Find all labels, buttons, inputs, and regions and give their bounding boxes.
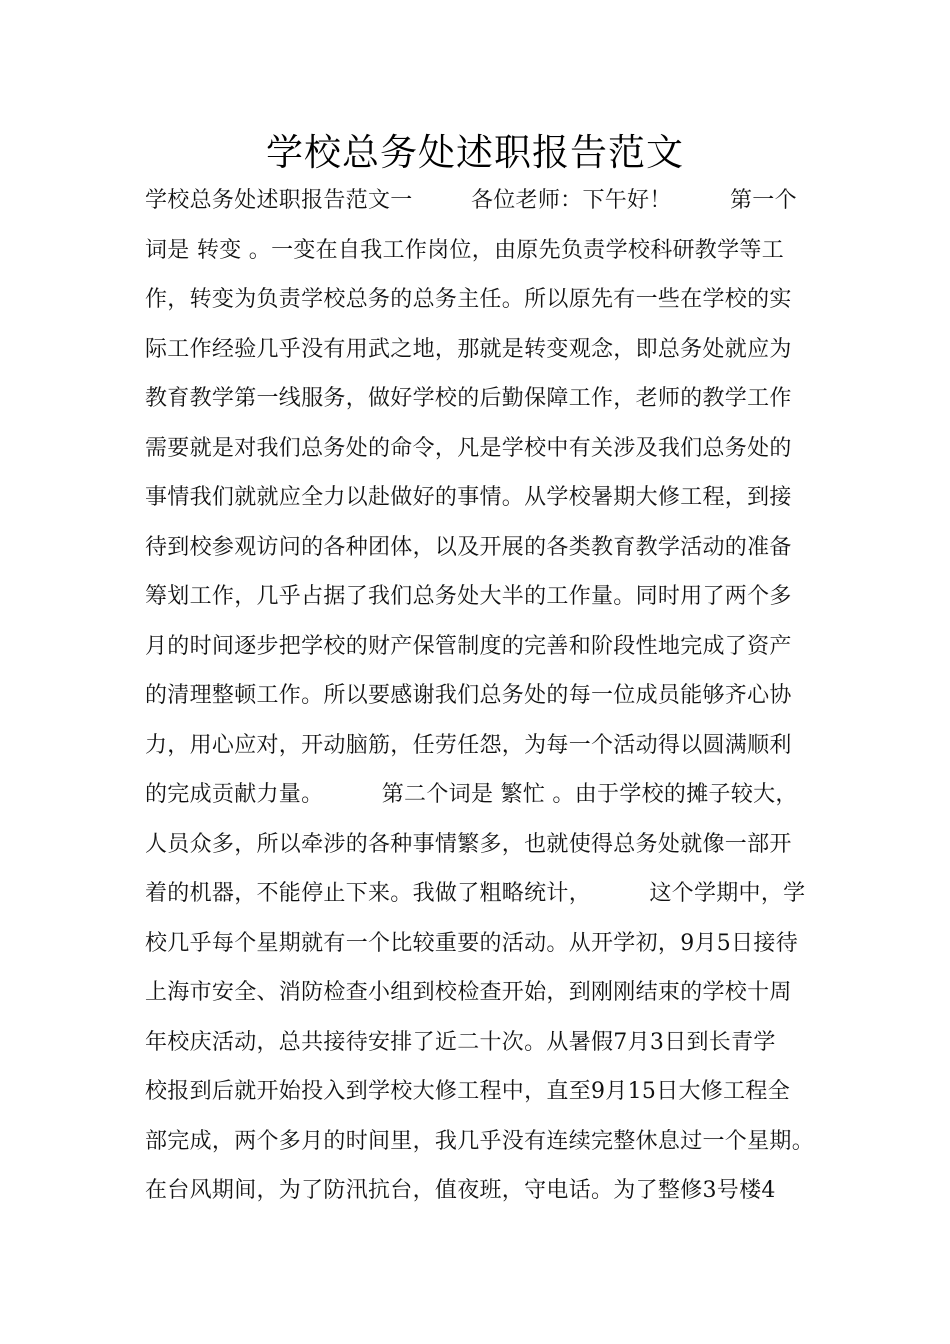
- body-line: 上海市安全、消防检查小组到校检查开始，到刚刚结束的学校十周: [145, 980, 792, 1005]
- body-line: 年校庆活动，总共接待安排了近二十次。从暑假7月3日到长青学: [145, 1029, 776, 1055]
- body-line: 需要就是对我们总务处的命令，凡是学校中有关涉及我们总务处的: [145, 435, 792, 461]
- document-title: 学校总务处述职报告范文: [266, 131, 684, 174]
- body-line: 在台风期间，为了防汛抗台，值夜班，守电话。为了整修3号楼4: [145, 1178, 776, 1203]
- body-line: 着的机器，不能停止下来。我做了粗略统计， 这个学期中，学: [145, 881, 806, 906]
- body-line: 教育教学第一线服务，做好学校的后勤保障工作，老师的教学工作: [145, 386, 792, 411]
- body-line: 月的时间逐步把学校的财产保管制度的完善和阶段性地完成了资产: [145, 633, 792, 659]
- body-line: 作，转变为负责学校总务的总务主任。所以原先有一些在学校的实: [145, 287, 792, 312]
- body-line: 人员众多，所以牵涉的各种事情繁多，也就使得总务处就像一部开: [145, 831, 792, 857]
- document-body: [145, 176, 825, 1216]
- body-line: 学校总务处述职报告范文一 各位老师：下午好！ 第一个: [145, 188, 797, 213]
- body-line: 部完成，两个多月的时间里，我几乎没有连续完整休息过一个星期。: [145, 1128, 815, 1154]
- body-line: 的完成贡献力量。 第二个词是 繁忙 。由于学校的摊子较大，: [145, 782, 798, 807]
- body-line: 际工作经验几乎没有用武之地，那就是转变观念，即总务处就应为: [145, 336, 792, 362]
- body-line: 校报到后就开始投入到学校大修工程中，直至9月15日大修工程全: [145, 1079, 790, 1104]
- body-line: 筹划工作，几乎占据了我们总务处大半的工作量。同时用了两个多: [145, 584, 792, 609]
- body-line: 词是 转变 。一变在自我工作岗位，由原先负责学校科研教学等工: [145, 237, 784, 263]
- body-line: 事情我们就就应全力以赴做好的事情。从学校暑期大修工程，到接: [145, 485, 792, 510]
- body-line: 力，用心应对，开动脑筋，任劳任怨，为每一个活动得以圆满顺利: [145, 732, 792, 758]
- body-line: 待到校参观访问的各种团体，以及开展的各类教育教学活动的准备: [145, 534, 792, 560]
- body-line: 校几乎每个星期就有一个比较重要的活动。从开学初，9月5日接待: [145, 930, 798, 956]
- body-line: 的清理整顿工作。所以要感谢我们总务处的每一位成员能够齐心协: [145, 683, 792, 708]
